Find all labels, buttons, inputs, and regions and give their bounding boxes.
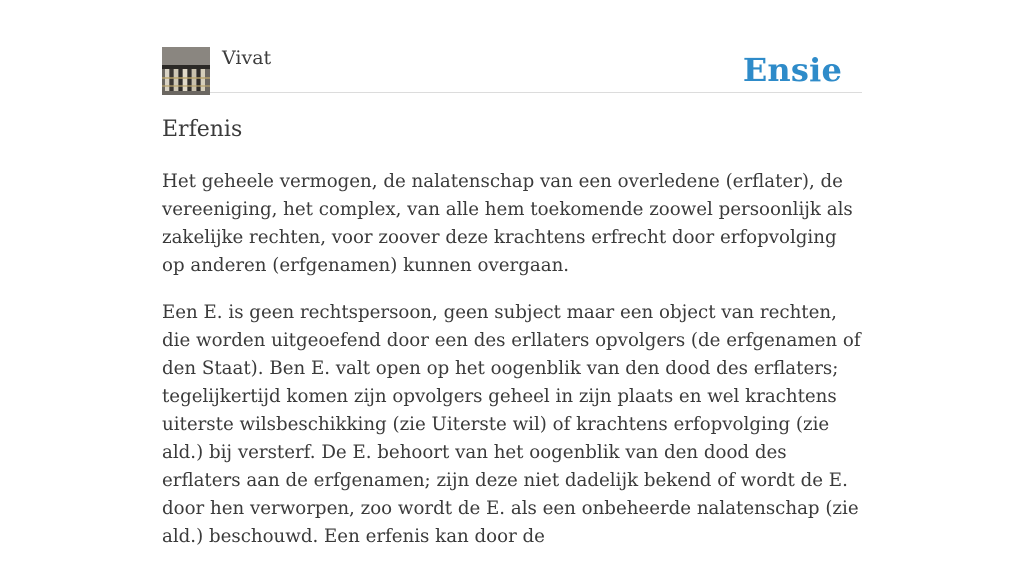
page-title: Erfenis — [162, 117, 243, 142]
avatar[interactable] — [162, 47, 210, 95]
brand-logo[interactable]: Ensie — [742, 51, 842, 89]
header — [162, 46, 862, 93]
article-body — [162, 168, 862, 570]
article-paragraph: Een E. is geen rechtspersoon, geen subject maar een object van rechten, die worden uitgeoefend door een des erllaters opvolgers (de erfgenamen of den Staat). Ben E. valt open op het oogenblik van den dood des erflaters; tegelijkertijd komen zijn opvolgers geheel in zijn plaats en wel krachtens uiterste wilsbeschikking (zie Uiterste wil) of krachtens erfopvolging (zie ald.) bij versterf. De E. behoort van het oogenblik van den dood des erflaters aan de erfgenamen; zijn deze niet dadelijk bekend of wordt de E. door hen verworpen, zoo wordt de E. als een onbeheerde nalatenschap (zie ald.) beschouwd. Een erfenis kan door de — [162, 302, 861, 547]
page — [162, 0, 862, 547]
article-paragraph: Het geheele vermogen, de nalatenschap van een overledene (erflater), de vereeniging, het complex, van alle hem toekomende zoowel persoonlijk als zakelijke rechten, voor zoover deze krachtens erfrecht door erfopvolging op anderen (erfgenamen) kunnen overgaan. — [162, 171, 853, 276]
bookshelf-icon — [162, 47, 210, 95]
site-name[interactable]: Vivat — [222, 47, 272, 69]
